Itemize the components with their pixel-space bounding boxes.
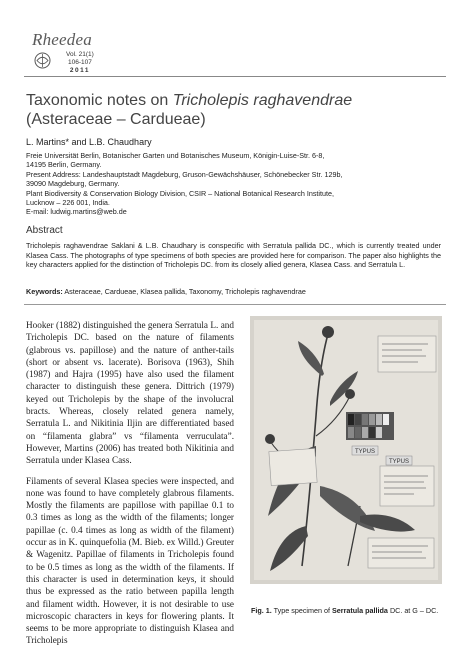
affiliation-line: Present Address: Landeshauptstadt Magdeburg, Gruson-Gewächshäuser, Schönebecker Str. 129b, (26, 169, 343, 179)
type-label: TYPUS (388, 459, 410, 465)
specimen-figure (250, 316, 442, 584)
affiliation-line: 14195 Berlin, Germany. (26, 160, 102, 170)
abstract-rule (24, 304, 446, 305)
journal-volume: Vol. 21(1) (66, 51, 94, 58)
journal-info (66, 51, 94, 75)
herbarium-sheet-image (250, 316, 442, 584)
affiliation-line: Plant Biodiversity & Conservation Biology Division, CSIR – National Botanical Research Institute, (26, 188, 335, 198)
body-paragraph: Hooker (1882) distinguished the genera Serratula L. and Tricholepis DC. based on the nature of filaments (glabrous vs. papillose) and the nature of anther-tails (short or absent vs. lacerate). Borisova (1963), Shih (1987) and Hajra (1995) have also used the filament character to distinguish these genera. Dittrich (1979) keyed out Tricholepis by the shape of the involucral bracts. Whereas, closely related genera namely, Serratula L. and Nikitinia Iljin are differentiated based on “filamenta glabra” vs “filamenta verruculata”. However, Martins (2006) has treated both Nikitinia and Serratula under Klasea Cass. (26, 320, 234, 466)
email-line: E-mail: ludwig.martins@web.de (26, 207, 127, 217)
body-column (26, 319, 234, 655)
figure-caption-text: Type specimen of (273, 606, 330, 615)
paper-title (26, 91, 446, 129)
journal-year: 2011 (69, 67, 90, 74)
figure-caption-end: DC. at G – DC. (389, 606, 439, 615)
affiliation-line: 39090 Magdeburg, Germany. (26, 179, 120, 189)
header-rule (24, 76, 446, 77)
title-prefix: Taxonomic notes on (26, 92, 173, 109)
journal-logo-icon (34, 52, 51, 69)
figure-label: Fig. 1. (251, 606, 272, 615)
title-suffix: (Asteraceae – Cardueae) (26, 111, 206, 128)
figure-species: Serratula pallida (332, 606, 388, 615)
abstract-heading: Abstract (26, 225, 63, 236)
affiliation-line: Freie Universität Berlin, Botanischer Garten und Botanisches Museum, Königin-Luise-Str. 6-8, (26, 151, 325, 160)
journal-pages: 106-107 (67, 59, 92, 66)
journal-header (32, 30, 142, 50)
figure-caption (251, 606, 438, 615)
affiliations (26, 151, 446, 217)
affiliation-line: Lucknow – 226 001, India. (26, 198, 110, 208)
keywords-label: Keywords: (26, 287, 63, 296)
journal-name: Rheedea (32, 30, 92, 49)
type-label: TYPUS (354, 449, 376, 455)
body-paragraph: Filaments of several Klasea species were inspected, and none was found to have completely glabrous filaments. Mostly the filaments are papillose with papillae 0.1 to 0.3 times as long as the width of the filaments; longer papillae (c. 0.4 times as long as width of the filament) occur as in K. quinquefolia (M. Bieb. ex Willd.) Greuter & Wagenitz. Papillae of filaments in Tricholepis found to be 0.5 times as long as the width of the filaments. If this character is used in determination keys, it should thus be expressed as the ratio between papilla length and filament width. However, it is not desirable to use microscopic characters in keys for flowering plants. It seems to be more appropriate to distinguish Klasea and Tricholepis (26, 475, 234, 646)
keywords-list: Asteraceae, Cardueae, Klasea pallida, Taxonomy, Tricholepis raghavendrae (64, 287, 306, 296)
keywords (26, 287, 441, 297)
abstract-text: Tricholepis raghavendrae Saklani & L.B. Chaudhary is conspecific with Serratula pallida DC., which is currently treated under Klasea Cass. The photographs of type specimens of both species are provided here for comparison. The paper also highlights the key characters applied for the distinction of Tricholepis DC. from its closely allied genera, Klasea Cass. and Serratula L. (26, 241, 441, 269)
title-species: Tricholepis raghavendrae (172, 92, 353, 109)
authors: L. Martins* and L.B. Chaudhary (26, 137, 152, 147)
